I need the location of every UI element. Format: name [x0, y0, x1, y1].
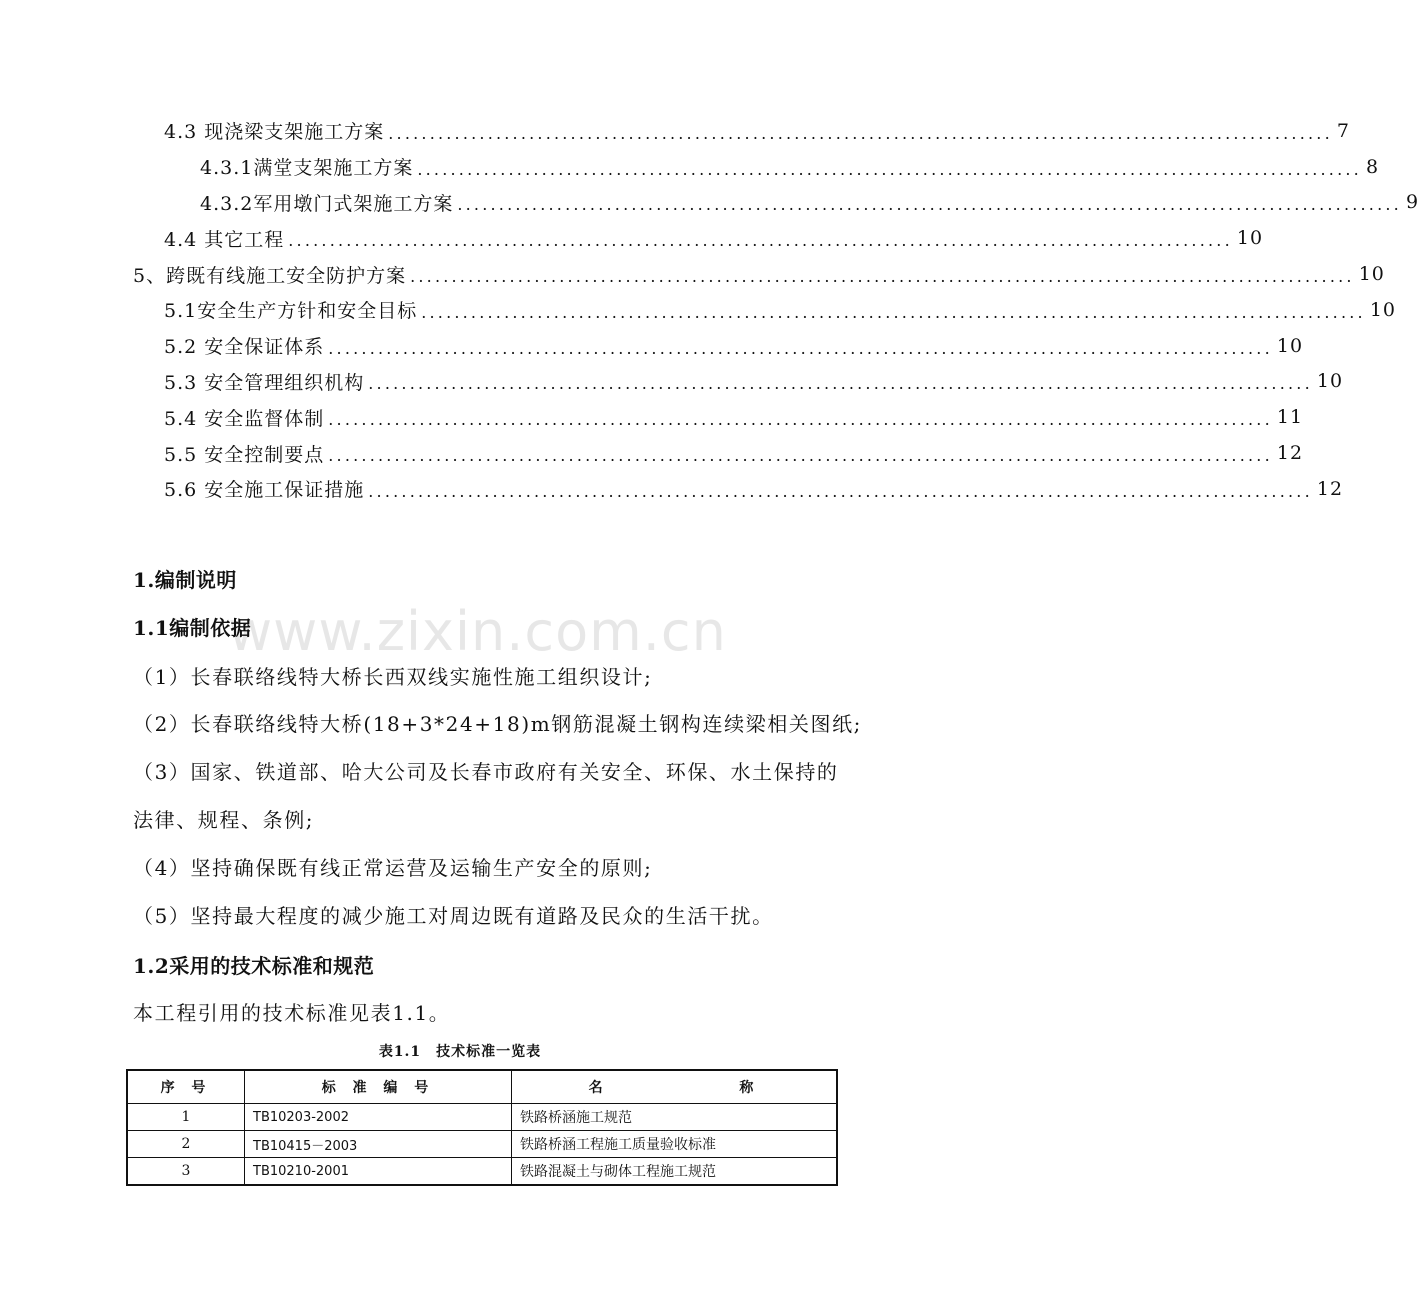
toc-entry[interactable]	[0, 220, 1264, 256]
paragraph-line: （2）长春联络线特大桥(18+3*24+18)m钢筋混凝土钢构连续梁相关图纸;	[133, 712, 863, 736]
watermark: www.zixin.com.cn	[228, 600, 727, 663]
toc-entry-label: 5.1安全生产方针和安全目标	[164, 300, 418, 323]
toc-leader-dots: ..................................................................................................................	[421, 302, 1366, 322]
toc-leader-dots: ..................................................................................................................	[328, 446, 1273, 466]
paragraph-line: （5）坚持最大程度的减少施工对周边既有道路及民众的生活干扰。	[133, 904, 774, 928]
toc-entry[interactable]	[0, 471, 1344, 507]
toc-leader-dots: ..................................................................................................................	[288, 231, 1233, 251]
table-row	[127, 1158, 837, 1186]
cell-name: 铁路桥涵工程施工质量验收标准	[512, 1131, 838, 1158]
cell-code: TB10203-2002	[245, 1104, 512, 1131]
table-caption: 表1.1 技术标准一览表	[378, 1044, 542, 1060]
paragraph-line: （3）国家、铁道部、哈大公司及长春市政府有关安全、环保、水土保持的	[133, 760, 839, 784]
toc-entry[interactable]	[0, 113, 1350, 149]
toc-leader-dots: ..................................................................................................................	[368, 374, 1313, 394]
table-header-row	[127, 1070, 837, 1104]
toc-entry-label: 4.3.2军用墩门式架施工方案	[200, 192, 454, 215]
toc-leader-dots: ..................................................................................................................	[328, 410, 1273, 430]
toc-entry-label: 4.4 其它工程	[164, 228, 285, 251]
toc-leader-dots: ..................................................................................................................	[417, 159, 1362, 179]
toc-entry[interactable]	[0, 364, 1344, 400]
toc-entry-page: 11	[1276, 406, 1304, 429]
toc-entry[interactable]	[0, 185, 1419, 221]
toc-entry[interactable]	[0, 399, 1304, 435]
toc-entry-page: 9	[1405, 191, 1419, 214]
cell-name: 铁路桥涵施工规范	[512, 1104, 838, 1131]
toc-entry-page: 12	[1316, 477, 1344, 500]
standards-table	[126, 1069, 838, 1186]
paragraph-line: （1）长春联络线特大桥长西双线实施性施工组织设计;	[133, 665, 653, 689]
table-row	[127, 1104, 837, 1131]
toc-leader-dots: ..................................................................................................................	[388, 123, 1333, 143]
cell-code: TB10210-2001	[245, 1158, 512, 1186]
cell-code: TB10415－2003	[245, 1131, 512, 1158]
toc-entry-label: 5.2 安全保证体系	[164, 336, 325, 359]
toc-entry-label: 5、跨既有线施工安全防护方案	[133, 264, 407, 287]
toc-entry-label: 4.3.1满堂支架施工方案	[200, 157, 414, 180]
toc-entry-page: 10	[1316, 370, 1344, 393]
toc-entry-page: 10	[1236, 227, 1264, 250]
cell-no: 1	[127, 1104, 245, 1131]
paragraph-line: 法律、规程、条例;	[133, 808, 315, 832]
toc-entry-page: 10	[1276, 334, 1304, 357]
toc-entry[interactable]	[0, 256, 1385, 292]
toc-leader-dots: ..................................................................................................................	[410, 267, 1355, 287]
column-header-no: 序 号	[127, 1070, 245, 1104]
toc-entry-label: 4.3 现浇梁支架施工方案	[164, 121, 385, 144]
toc-entry-page: 10	[1358, 263, 1385, 286]
cell-no: 2	[127, 1131, 245, 1158]
paragraph-line: 本工程引用的技术标准见表1.1。	[133, 1001, 451, 1025]
column-header-name: 名 称	[512, 1070, 838, 1104]
toc-leader-dots: ..................................................................................................................	[328, 338, 1273, 358]
toc-leader-dots: ..................................................................................................................	[368, 481, 1313, 501]
toc-entry-page: 8	[1365, 155, 1380, 178]
paragraph-line: （4）坚持确保既有线正常运营及运输生产安全的原则;	[133, 856, 653, 880]
toc-entry[interactable]	[0, 292, 1397, 328]
toc-leader-dots: ..................................................................................................................	[457, 195, 1402, 215]
subsection-heading: 1.1编制依据	[133, 616, 252, 640]
table-of-contents	[0, 113, 1419, 507]
column-header-code: 标 准 编 号	[245, 1070, 512, 1104]
toc-entry-label: 5.5 安全控制要点	[164, 443, 325, 466]
cell-name: 铁路混凝土与砌体工程施工规范	[512, 1158, 838, 1186]
toc-entry-label: 5.4 安全监督体制	[164, 407, 325, 430]
toc-entry-label: 5.3 安全管理组织机构	[164, 371, 365, 394]
toc-entry-page: 10	[1369, 298, 1397, 321]
toc-entry-page: 7	[1336, 119, 1350, 142]
section-heading: 1.编制说明	[133, 568, 237, 592]
toc-entry-page: 12	[1276, 442, 1304, 465]
cell-no: 3	[127, 1158, 245, 1186]
toc-entry[interactable]	[0, 149, 1380, 185]
subsection-heading: 1.2采用的技术标准和规范	[133, 954, 375, 978]
table-row	[127, 1131, 837, 1158]
toc-entry[interactable]	[0, 328, 1304, 364]
toc-entry-label: 5.6 安全施工保证措施	[164, 479, 365, 502]
toc-entry[interactable]	[0, 435, 1304, 471]
